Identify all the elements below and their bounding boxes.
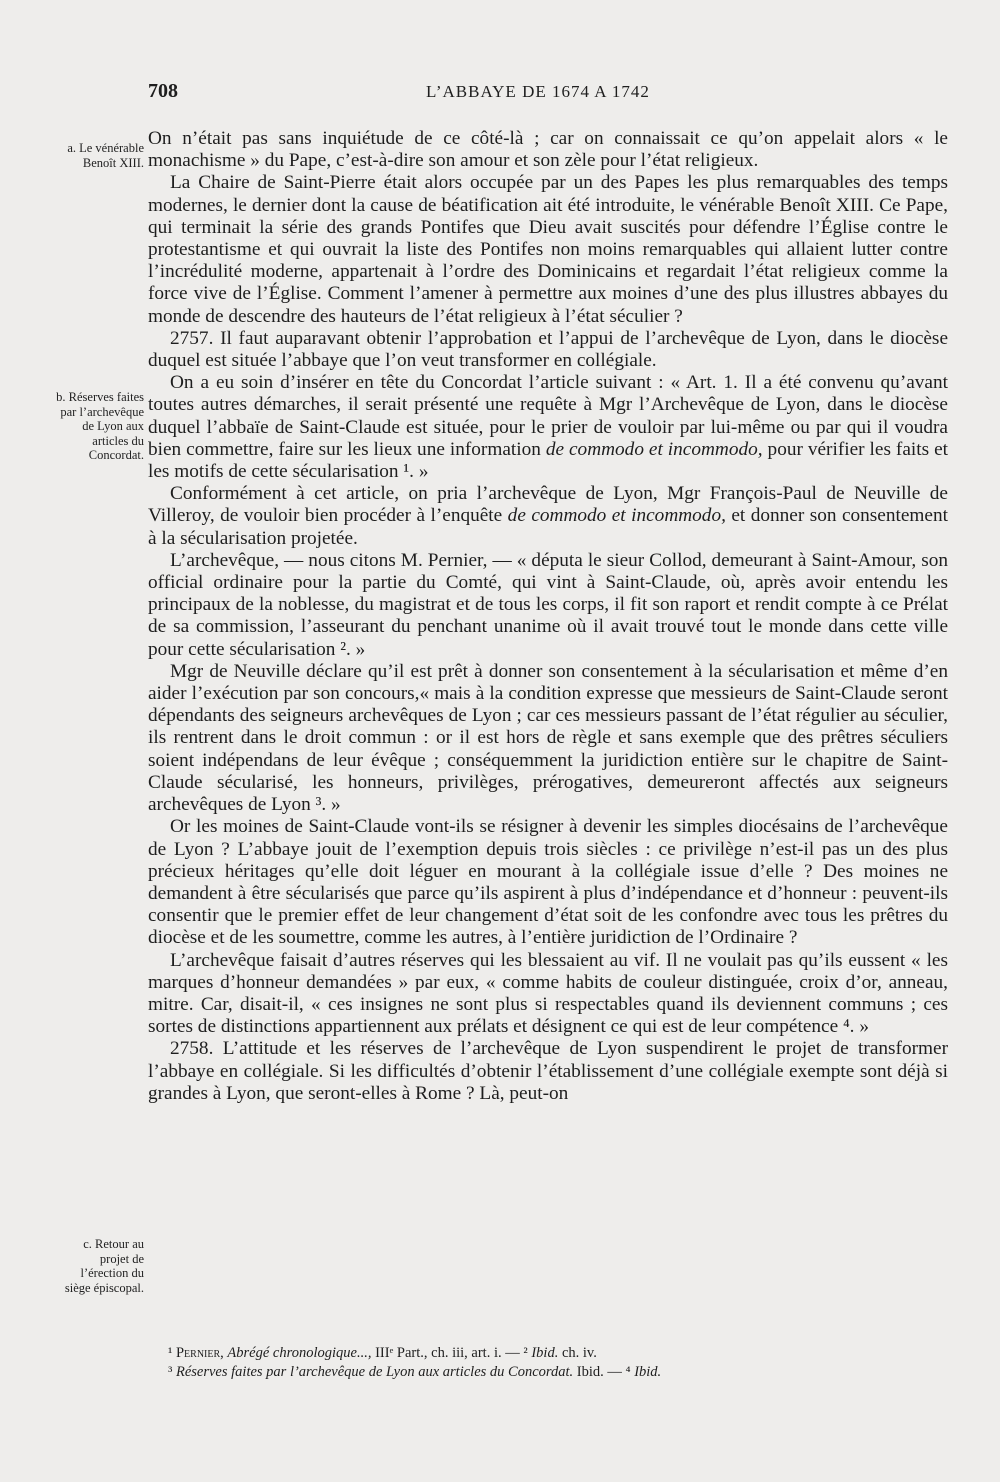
page-header [148,80,948,110]
footnote-text: Ibid. — [573,1364,626,1380]
paragraph: L’archevêque, — nous citons M. Pernier, — « députa le sieur Collod, demeurant à Saint-Amour, son official ordinaire pour la partie du Comté, qui vint à Saint-Claude, où, après avoir entendu les principaux de la noblesse, du magistrat et de tous les corps, il fit son raport et rendit compte à ce Prélat de sa commission, l’asseurant du penchant unanime où il avait trouvé tout le monde dans cette ville pour cette sécularisation ². » [148,549,948,660]
footnote-author: Pernier, [175,1345,228,1361]
footnote-line-2 [168,1363,928,1382]
margin-note-c: c. Retour au projet de l’érection du siège épiscopal. [64,1237,144,1295]
footnotes [168,1344,928,1382]
paragraph: L’archevêque faisait d’autres réserves qui les blessaient au vif. Il ne voulait pas qu’ils eussent « les marques d’honneur demandées » par eux, « comme habits de couleur distinguée, croix d’or, anneau, mitre. Car, disait-il, « ces insignes ne sont plus si respectables quand ils deviennent communs ; ces sortes de distinctions appartiennent aux prélats et désignent ce qui est de leur compétence ⁴. » [148,949,948,1038]
italic-phrase: de commodo et incommodo, [507,505,726,527]
footnote-number: ⁴ [625,1364,635,1380]
paragraph: 2758. L’attitude et les réserves de l’archevêque de Lyon suspendirent le projet de transformer l’abbaye en collégiale. Si les difficultés d’obtenir l’établissement d’une collégiale exempte sont déjà si grandes à Lyon, que seront-elles à Rome ? Là, peut-on [148,1038,948,1104]
footnote-number: ² [523,1345,532,1361]
footnote-title: Abrégé chronologique..., [227,1345,372,1361]
paragraph: On n’était pas sans inquiétude de ce côté-là ; car on connaissait ce qu’on appelait alors « le monachisme » du Pape, c’est-à-dire son amour et son zèle pour l’état religieux. [148,128,948,172]
footnote-ibid: Ibid. [531,1345,559,1361]
running-title: L’ABBAYE DE 1674 A 1742 [426,82,650,101]
footnote-number: ³ [168,1364,176,1380]
footnote-number: ¹ [168,1345,176,1361]
italic-phrase: de commodo et incommodo, [545,438,763,460]
body-text [148,128,948,1105]
paragraph [148,483,948,550]
footnote-text: ch. iv. [558,1345,597,1361]
paragraph-text: On a eu soin d’insérer en tête du Concordat l’article suivant : « Art. 1. Il a été convenu qu’avant toutes autres démarches, il serait présenté une requête à Mgr l’Archevêque de Lyon, dans le diocèse duquel l’abbaïe de Saint-Claude est située, pour le prier de vouloir par lui-même ou par qui il voudra bien commettre, faire sur les lieux une information [148,372,948,460]
paragraph: 2757. Il faut auparavant obtenir l’approbation et l’appui de l’archevêque de Lyon, dans le diocèse duquel est située l’abbaye que l’on veut transformer en collégiale. [148,327,948,372]
page-number: 708 [148,80,178,102]
margin-note-a: a. Le vénérable Benoît XIII. [67,141,144,170]
footnote-ibid: Ibid. [634,1364,662,1380]
footnote-line-1 [168,1344,928,1363]
paragraph-text: Conformément à cet article, on pria l’archevêque de Lyon, Mgr François-Paul de Neuville de Villeroy, de vouloir bien procéder à l’enquête [148,483,948,527]
margin-note-b: b. Réserves faites par l’archevêque de Lyon aux articles du Concordat. [56,390,144,462]
paragraph-text: pour vérifier les faits et les motifs de cette sécularisation ¹. » [148,438,948,483]
paragraph-text: et donner son consentement à la sécularisation projetée. [148,505,948,549]
paragraph: Mgr de Neuville déclare qu’il est prêt à donner son consentement à la sécularisation et même d’en aider l’exécution par son concours,« mais à la condition expresse que messieurs de Saint-Claude seront dépendants des seigneurs archevêques de Lyon ; car ces messieurs passant de l’état régulier au séculier, ils rentrent dans le droit commun : or il est hors de règle et sans exemple que des prêtres séculiers soient indépendans de leur évêque ; conséquemment la juridiction entière sur le chapitre de Saint-Claude sécularisé, les honneurs, privilèges, prérogatives, demeureront affectés aux seigneurs archevêques de Lyon ³. » [148,660,948,816]
paragraph: Or les moines de Saint-Claude vont-ils se résigner à devenir les simples diocésains de l’archevêque de Lyon ? L’abbaye jouit de l’exemption depuis trois siècles : ce privilège n’est-il pas un des plus précieux héritages qu’elle doit léguer en mourant à la collégiale issue d’elle ? Des moines ne demandent à être sécularisés que parce qu’ils aspirent à plus d’indépendance et d’honneur : peuvent-ils consentir que le premier effet de leur changement d’état soit de les confondre avec tous les prêtres du diocèse et de les soumettre, comme les autres, à l’entière juridiction de l’Ordinaire ? [148,816,948,949]
footnote-title: Réserves faites par l’archevêque de Lyon aux articles du Concordat. [175,1364,574,1380]
paragraph [148,372,948,483]
paragraph: La Chaire de Saint-Pierre était alors occupée par un des Papes les plus remarquables des temps modernes, le dernier dont la cause de béatification ait été introduite, le vénérable Benoît XIII. Ce Pape, qui terminait la série des grands Pontifes que Dieu avait suscités pour défendre l’Église contre le protestantisme et qui ouvrait la liste des Pontifes non moins remarquables qui allaient lutter contre l’incrédulité moderne, appartenait à l’ordre des Dominicains et regardait l’état religieux comme la force vive de l’Église. Comment l’amener à permettre aux moines d’une des plus illustres abbayes du monde de descendre des hauteurs de l’état religieux à l’état séculier ? [148,172,948,327]
footnote-text: IIIᵉ Part., ch. iii, art. i. — [371,1345,524,1361]
